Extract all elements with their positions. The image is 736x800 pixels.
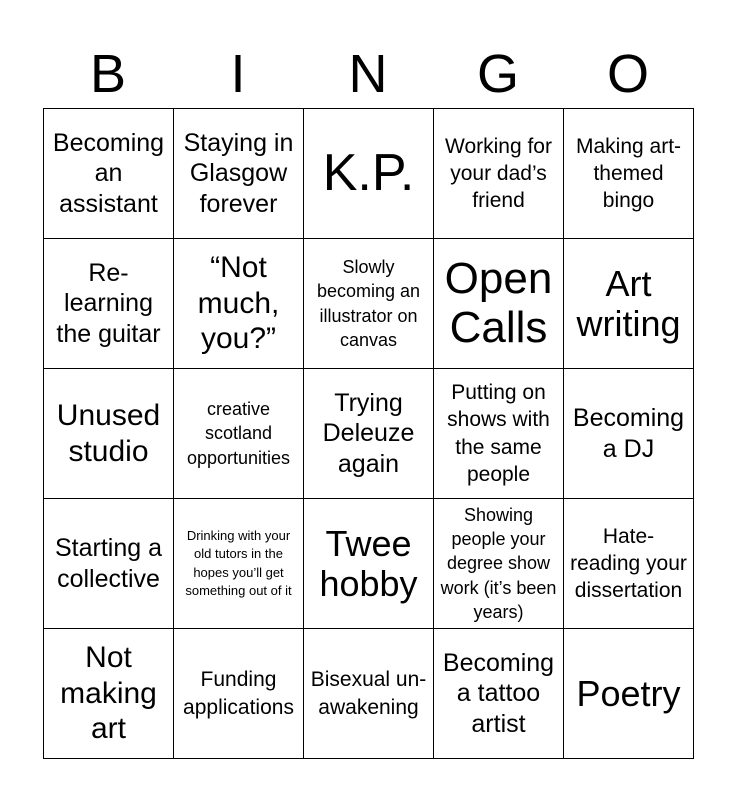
bingo-cell[interactable]: Re-learning the guitar xyxy=(44,239,174,369)
bingo-header xyxy=(43,40,693,108)
bingo-cell[interactable]: Open Calls xyxy=(434,239,564,369)
board-row xyxy=(44,239,694,369)
bingo-cell[interactable]: Poetry xyxy=(564,629,694,759)
bingo-cell[interactable]: Twee hobby xyxy=(304,499,434,629)
bingo-cell[interactable]: Trying Deleuze again xyxy=(304,369,434,499)
bingo-cell[interactable]: creative scotland opportunities xyxy=(174,369,304,499)
board-row xyxy=(44,499,694,629)
board-row xyxy=(44,629,694,759)
bingo-cell[interactable]: Putting on shows with the same people xyxy=(434,369,564,499)
board-row xyxy=(44,109,694,239)
header-letter-b: B xyxy=(89,44,127,104)
bingo-cell[interactable]: Slowly becoming an illustrator on canvas xyxy=(304,239,434,369)
bingo-cell[interactable]: Making art-themed bingo xyxy=(564,109,694,239)
bingo-cell[interactable]: Staying in Glasgow forever xyxy=(174,109,304,239)
bingo-board xyxy=(43,108,694,759)
bingo-cell[interactable]: Showing people your degree show work (it’s been years) xyxy=(434,499,564,629)
bingo-cell[interactable]: Funding applications xyxy=(174,629,304,759)
header-letter-i: I xyxy=(230,44,246,104)
bingo-cell[interactable]: Unused studio xyxy=(44,369,174,499)
bingo-cell[interactable]: Becoming an assistant xyxy=(44,109,174,239)
board-row xyxy=(44,369,694,499)
bingo-cell[interactable]: “Not much, you?” xyxy=(174,239,304,369)
bingo-cell[interactable]: Becoming a tattoo artist xyxy=(434,629,564,759)
bingo-cell[interactable]: Starting a collective xyxy=(44,499,174,629)
bingo-cell[interactable]: Hate-reading your dissertation xyxy=(564,499,694,629)
bingo-cell[interactable]: Bisexual un-awakening xyxy=(304,629,434,759)
header-letter-g: G xyxy=(476,44,519,104)
bingo-cell[interactable]: Working for your dad’s friend xyxy=(434,109,564,239)
bingo-cell[interactable]: Art writing xyxy=(564,239,694,369)
bingo-cell[interactable]: Not making art xyxy=(44,629,174,759)
header-letter-n: N xyxy=(348,44,388,104)
bingo-cell[interactable]: Becoming a DJ xyxy=(564,369,694,499)
header-letter-o: O xyxy=(606,44,649,104)
bingo-cell[interactable]: K.P. xyxy=(304,109,434,239)
bingo-cell[interactable]: Drinking with your old tutors in the hopes you’ll get something out of it xyxy=(174,499,304,629)
